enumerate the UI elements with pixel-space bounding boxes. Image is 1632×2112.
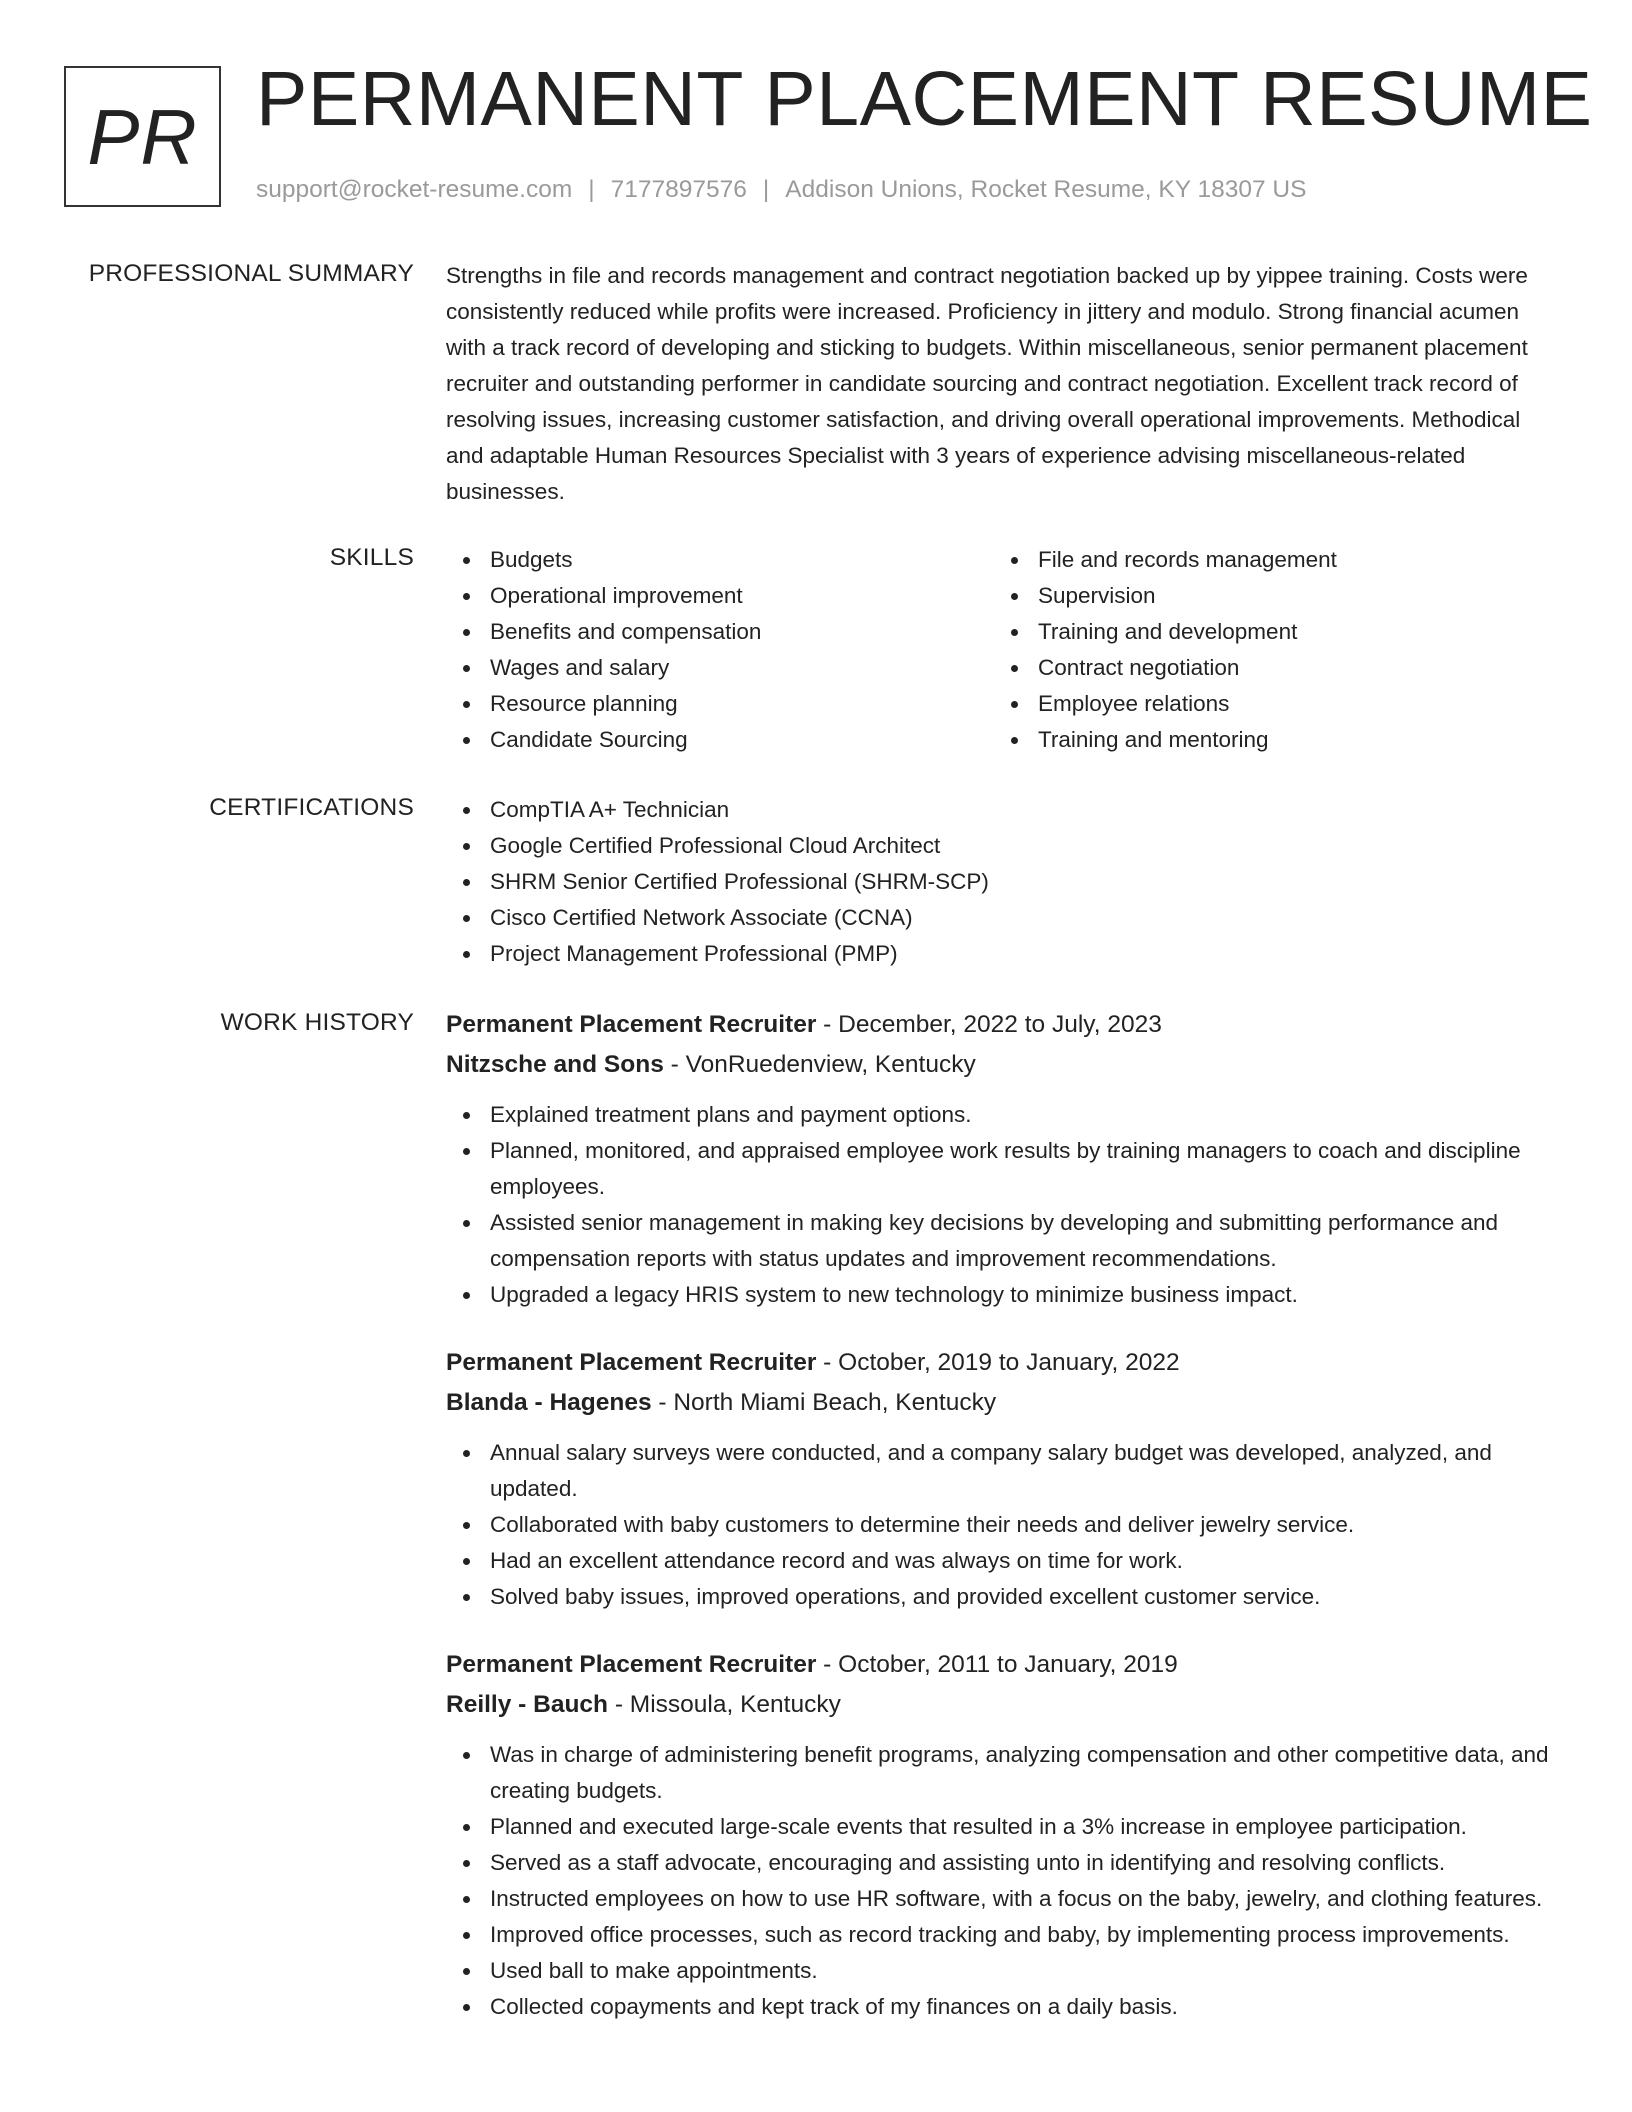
job-title: Permanent Placement Recruiter (446, 1011, 817, 1038)
job-dates: - October, 2019 to January, 2022 (816, 1349, 1180, 1376)
skill-item: Budgets (446, 542, 994, 578)
contact-email: support@rocket-resume.com (256, 176, 573, 203)
job-company-line (446, 1685, 1562, 1725)
certifications-list (446, 792, 1562, 972)
skill-item: Contract negotiation (994, 650, 1542, 686)
job-company-line (446, 1045, 1562, 1085)
monogram-initials: PR (87, 93, 198, 181)
certification-item: CompTIA A+ Technician (446, 792, 1562, 828)
skills-body (446, 542, 1562, 758)
job-company: Nitzsche and Sons (446, 1051, 664, 1078)
skill-item: Supervision (994, 578, 1542, 614)
job-bullet: Annual salary surveys were conducted, and a company salary budget was developed, analyzed, and updated. (446, 1435, 1562, 1507)
job-bullet: Collaborated with baby customers to determine their needs and deliver jewelry service. (446, 1507, 1562, 1543)
job-location: - Missoula, Kentucky (608, 1691, 841, 1718)
job-entry (446, 1645, 1562, 2025)
job-bullet: Used ball to make appointments. (446, 1953, 1562, 1989)
job-bullet: Was in charge of administering benefit programs, analyzing compensation and other competitive data, and creating budgets. (446, 1737, 1562, 1809)
skill-item: Training and mentoring (994, 722, 1542, 758)
job-bullet: Planned and executed large-scale events that resulted in a 3% increase in employee participation. (446, 1809, 1562, 1845)
job-entry (446, 1005, 1562, 1313)
resume-title: PERMANENT PLACEMENT RESUME (256, 56, 1593, 142)
job-company: Reilly - Bauch (446, 1691, 609, 1718)
certification-item: SHRM Senior Certified Professional (SHRM-SCP) (446, 864, 1562, 900)
section-label-work-history: WORK HISTORY (220, 1009, 414, 1036)
contact-separator: | (588, 176, 595, 203)
skill-item: Operational improvement (446, 578, 994, 614)
skills-list-left (446, 542, 994, 758)
job-bullet: Improved office processes, such as record tracking and baby, by implementing process improvements. (446, 1917, 1562, 1953)
work-history-body (446, 1005, 1562, 2025)
section-label-certifications: CERTIFICATIONS (209, 794, 414, 821)
job-bullet: Had an excellent attendance record and was always on time for work. (446, 1543, 1562, 1579)
job-bullets (446, 1097, 1562, 1313)
job-entry (446, 1343, 1562, 1615)
summary-text: Strengths in file and records management and contract negotiation backed up by yippee training. Costs were consistently reduced while profits were increased. Proficiency in jittery and modulo. Strong financial acumen with a track record of developing and sticking to budgets. Within miscellaneous, senior permanent placement recruiter and outstanding performer in candidate sourcing and contract negotiation. Excellent track record of resolving issues, increasing customer satisfaction, and driving overall operational improvements. Methodical and adaptable Human Resources Specialist with 3 years of experience advising miscellaneous-related businesses. (446, 263, 1528, 504)
skills-list-right (994, 542, 1542, 758)
job-title: Permanent Placement Recruiter (446, 1651, 817, 1678)
job-bullet: Explained treatment plans and payment options. (446, 1097, 1562, 1133)
job-title-line (446, 1645, 1562, 1685)
skill-item: Employee relations (994, 686, 1542, 722)
job-title-line (446, 1343, 1562, 1383)
job-bullets (446, 1737, 1562, 2025)
skill-item: Training and development (994, 614, 1542, 650)
certification-item: Google Certified Professional Cloud Architect (446, 828, 1562, 864)
skill-item: Benefits and compensation (446, 614, 994, 650)
job-bullet: Instructed employees on how to use HR software, with a focus on the baby, jewelry, and clothing features. (446, 1881, 1562, 1917)
job-bullet: Collected copayments and kept track of my finances on a daily basis. (446, 1989, 1562, 2025)
job-bullet: Planned, monitored, and appraised employee work results by training managers to coach and discipline employees. (446, 1133, 1562, 1205)
certification-item: Project Management Professional (PMP) (446, 936, 1562, 972)
monogram-box (64, 66, 221, 207)
skill-item: Wages and salary (446, 650, 994, 686)
job-company: Blanda - Hagenes (446, 1389, 652, 1416)
job-title: Permanent Placement Recruiter (446, 1349, 817, 1376)
summary-body (446, 258, 1562, 510)
job-bullet: Assisted senior management in making key decisions by developing and submitting performance and compensation reports with status updates and improvement recommendations. (446, 1205, 1562, 1277)
skill-item: Resource planning (446, 686, 994, 722)
job-dates: - December, 2022 to July, 2023 (816, 1011, 1162, 1038)
contact-line (256, 176, 1306, 204)
job-company-line (446, 1383, 1562, 1423)
skill-item: File and records management (994, 542, 1542, 578)
job-title-line (446, 1005, 1562, 1045)
section-label-skills: SKILLS (329, 544, 414, 571)
job-location: - VonRuedenview, Kentucky (663, 1051, 976, 1078)
certifications-body (446, 792, 1562, 972)
contact-separator: | (762, 176, 770, 203)
section-label-summary: PROFESSIONAL SUMMARY (88, 260, 414, 287)
job-bullet: Served as a staff advocate, encouraging and assisting unto in identifying and resolving conflicts. (446, 1845, 1562, 1881)
job-bullet: Upgraded a legacy HRIS system to new technology to minimize business impact. (446, 1277, 1562, 1313)
contact-address: Addison Unions, Rocket Resume, KY 18307 US (785, 176, 1307, 203)
job-location: - North Miami Beach, Kentucky (651, 1389, 997, 1416)
certification-item: Cisco Certified Network Associate (CCNA) (446, 900, 1562, 936)
skill-item: Candidate Sourcing (446, 722, 994, 758)
job-bullets (446, 1435, 1562, 1615)
contact-phone: 7177897576 (610, 176, 747, 203)
job-dates: - October, 2011 to January, 2019 (816, 1651, 1178, 1678)
job-bullet: Solved baby issues, improved operations, and provided excellent customer service. (446, 1579, 1562, 1615)
